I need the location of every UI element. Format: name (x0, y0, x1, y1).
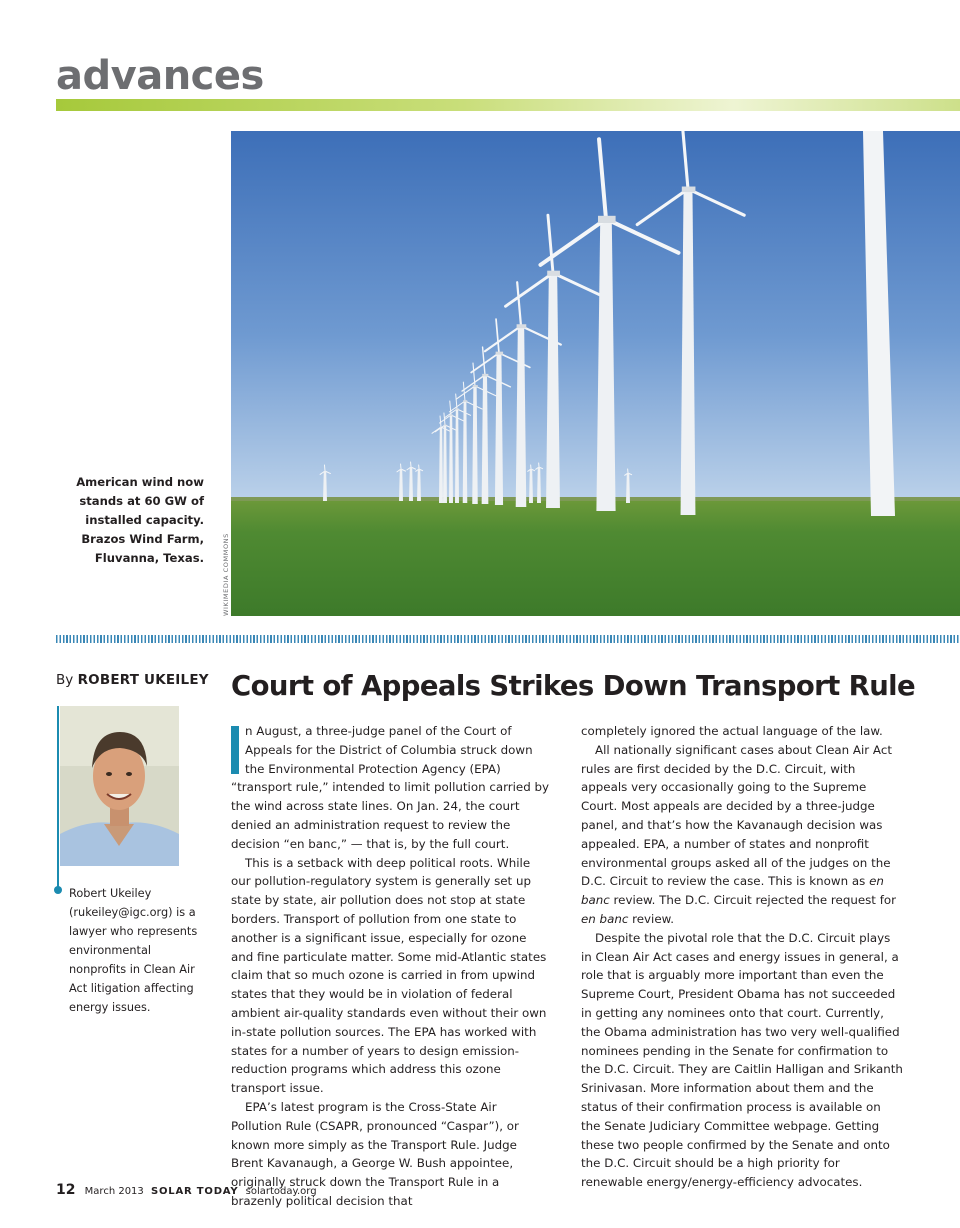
magazine-name: SOLAR TODAY (150, 1186, 239, 1197)
turbine-nacelle (547, 271, 560, 276)
turbine-nacelle (517, 324, 527, 328)
byline (56, 672, 209, 688)
wind-farm-photo (231, 131, 960, 616)
section-title: advances (56, 53, 264, 99)
author-accent-dot (54, 886, 62, 894)
byline-prefix: By (56, 672, 74, 688)
turbine-nacelle (682, 187, 696, 193)
turbine-nacelle (450, 414, 453, 415)
article-column-1 (231, 722, 551, 1211)
turbine-nacelle (456, 408, 459, 409)
turbine-nacelle (463, 400, 467, 402)
turbine-nacelle (324, 471, 325, 472)
divider-rule (56, 635, 960, 643)
page-number: 12 (56, 1182, 76, 1198)
author-bio: Robert Ukeiley (rukeiley@igc.org) is a lawyer who represents environmental nonprofits in Clean Air Act litigation affecting energy issues. (69, 887, 198, 1014)
turbine-nacelle (444, 425, 447, 426)
turbine-nacelle (482, 374, 488, 377)
article-column-2 (581, 722, 903, 1192)
photo-caption: American wind now stands at 60 GW of installed capacity. Brazos Wind Farm, Fluvanna, Texas. (76, 475, 204, 565)
emphasis-text: en banc (581, 874, 884, 908)
section-rule (56, 99, 960, 111)
issue-date: March 2013 (84, 1186, 144, 1197)
emphasis-text: en banc (581, 911, 629, 926)
byline-author: ROBERT UKEILEY (77, 672, 209, 688)
author-accent-line (57, 706, 59, 889)
paragraph-text: review. The D.C. Circuit rejected the request for (609, 893, 897, 908)
paragraph: Despite the pivotal role that the D.C. Circuit plays in Clean Air Act cases and energy issues in general, a role that is arguably more important than even the Supreme Court, President Obama has not succeeded in getting any nominees onto that court. Currently, the Obama administration has two very well-qualified nominees pending in the Senate for confirmation to the D.C. Circuit. They are Caitlin Halligan and Srikanth Srinivasan. More information about them and the status of their confirmation process is available on the Senate Judiciary Committee webpage. Getting these two people confirmed by the Senate and onto the D.C. Circuit should be a high priority for renewable energy/energy-efficiency advocates. (581, 930, 903, 1190)
paragraph-text: review. (628, 911, 674, 926)
turbine-nacelle (496, 352, 503, 355)
article-headline: Court of Appeals Strikes Down Transport Rule (231, 670, 916, 702)
paragraph: completely ignored the actual language of the law. (581, 724, 883, 738)
author-photo (60, 706, 179, 866)
paragraph-text: n August, a three-judge panel of the Court of Appeals for the District of Columbia struck down the Environmental Protection Agency (EPA) “transport rule,” intended to limit pollution carried by the wind across state lines. On Jan. 24, the court denied an administration request to review the decision “en banc,” — that is, by the full court. (231, 724, 550, 851)
photo-credit: WIKIMEDIA COMMONS (222, 533, 230, 616)
paragraph: EPA’s latest program is the Cross-State Air Pollution Rule (CSAPR, pronounced “Caspar”), or known more simply as the Transport Rule. Judge Brent Kavanaugh, a George W. Bush appointee, originally struck down the Transport Rule in a brazenly political decision that (231, 1099, 519, 1208)
paragraph: This is a setback with deep political roots. While our pollution-regulatory system is generally set up state by state, air pollution does not stop at state borders. Transport of pollution from one state to another is a significant issue, especially for ozone and fine particulate matter. Some mid-Atlantic states claim that so much ozone is carried in from upwind states that they would be in violation of federal ambient air-quality standards even without their own in-state pollution sources. The EPA has worked with states for a number of years to design emission-reduction programs which address this ozone transport issue. (231, 855, 547, 1096)
turbine-nacelle (473, 385, 478, 387)
website: solartoday.org (245, 1186, 317, 1197)
paragraph (581, 741, 903, 929)
drop-cap (231, 726, 239, 774)
paragraph-text: All nationally significant cases about Clean Air Act rules are first decided by the D.C. Circuit, with appeals very occasionally going to the Supreme Court. Most appeals are decided by a three-judge panel, and that’s how the Kavanaugh decision was appealed. EPA, a number of states and nonprofit environmental groups asked all of the judges on the D.C. Circuit to review the case. This is known as (581, 742, 892, 889)
turbine-blade (324, 465, 325, 471)
page-footer (56, 1182, 317, 1198)
paragraph (231, 722, 551, 854)
turbine-nacelle (598, 216, 616, 223)
